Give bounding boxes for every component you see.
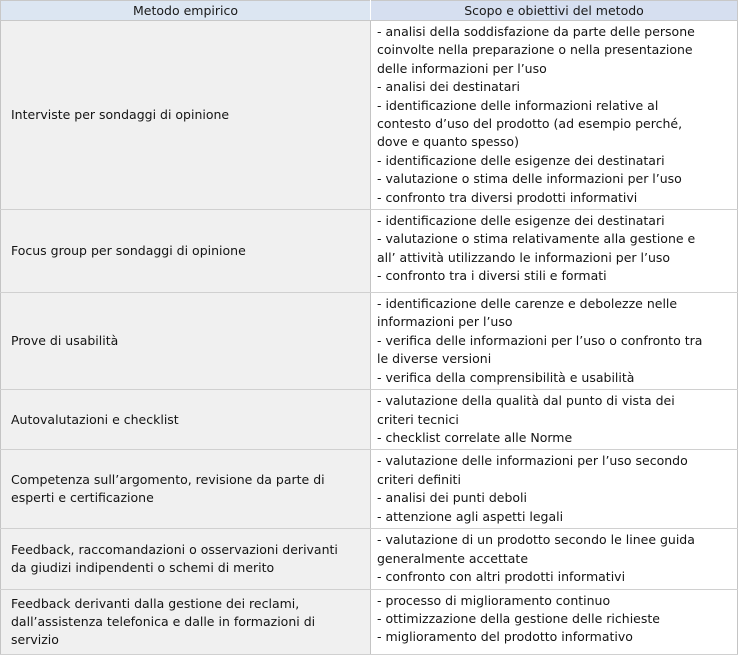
scope-line: delle informazioni per l’uso xyxy=(377,60,547,76)
scope-line: all’ attività utilizzando le informazioni per l’uso xyxy=(377,249,671,265)
cell-scopo-obiettivi xyxy=(371,210,738,293)
scope-line: - confronto con altri prodotti informativi xyxy=(377,569,626,585)
method-line: Interviste per sondaggi di opinione xyxy=(11,107,230,123)
table-row xyxy=(1,210,738,293)
table-row xyxy=(1,390,738,450)
scope-line: criteri definiti xyxy=(377,471,461,487)
scope-line: - identificazione delle carenze e debolezze nelle xyxy=(377,296,678,312)
scope-line: - valutazione o stima relativamente alla gestione e xyxy=(377,231,696,247)
scope-line: - confronto tra diversi prodotti informativi xyxy=(377,189,638,205)
scope-line: - identificazione delle esigenze dei destinatari xyxy=(377,152,665,168)
cell-scopo-obiettivi xyxy=(371,21,738,210)
scope-line: - valutazione o stima delle informazioni per l’uso xyxy=(377,171,682,187)
method-line: Focus group per sondaggi di opinione xyxy=(11,243,246,259)
method-line: Feedback derivanti dalla gestione dei reclami, xyxy=(11,595,300,611)
scope-line: - valutazione delle informazioni per l’uso secondo xyxy=(377,453,688,469)
cell-scopo-obiettivi xyxy=(371,589,738,654)
header-scopo-obiettivi: Scopo e obiettivi del metodo xyxy=(371,1,738,21)
scope-line: coinvolte nella preparazione o nella presentazione xyxy=(377,42,693,58)
cell-metodo-empirico xyxy=(1,21,371,210)
cell-metodo-empirico xyxy=(1,589,371,654)
scope-line: generalmente accettate xyxy=(377,550,529,566)
scope-line: - miglioramento del prodotto informativo xyxy=(377,629,633,645)
cell-scopo-obiettivi xyxy=(371,450,738,529)
scope-line: - analisi della soddisfazione da parte delle persone xyxy=(377,24,695,39)
method-line: dall’assistenza telefonica e dalle in formazioni di xyxy=(11,613,316,629)
cell-scopo-obiettivi xyxy=(371,390,738,450)
cell-metodo-empirico xyxy=(1,529,371,589)
table-row xyxy=(1,529,738,589)
scope-line: - valutazione di un prodotto secondo le linee guida xyxy=(377,532,695,548)
method-line: Feedback, raccomandazioni o osservazioni derivanti xyxy=(11,541,338,557)
scope-line: informazioni per l’uso xyxy=(377,314,513,330)
scope-line: dove e quanto spesso) xyxy=(377,134,519,150)
table-row xyxy=(1,21,738,210)
cell-scopo-obiettivi xyxy=(371,293,738,390)
scope-line: le diverse versioni xyxy=(377,351,492,367)
table-header xyxy=(1,1,738,21)
scope-line: - attenzione agli aspetti legali xyxy=(377,508,564,524)
scope-line: - identificazione delle informazioni relative al xyxy=(377,97,659,113)
method-line: Competenza sull’argomento, revisione da parte di xyxy=(11,472,325,488)
scope-line: - verifica della comprensibilità e usabilità xyxy=(377,369,635,385)
scope-line: - ottimizzazione della gestione delle richieste xyxy=(377,610,660,626)
method-line: da giudizi indipendenti o schemi di merito xyxy=(11,559,275,575)
table-body xyxy=(1,21,738,655)
scope-line: criteri tecnici xyxy=(377,411,459,427)
scope-line: - analisi dei punti deboli xyxy=(377,490,527,506)
method-line: Prove di usabilità xyxy=(11,333,119,349)
scope-line: - processo di miglioramento continuo xyxy=(377,592,611,608)
method-line: servizio xyxy=(11,631,59,647)
scope-line: - identificazione delle esigenze dei destinatari xyxy=(377,213,665,229)
scope-line: contesto d’uso del prodotto (ad esempio perché, xyxy=(377,116,683,132)
table-row xyxy=(1,450,738,529)
scope-line: - verifica delle informazioni per l’uso o confronto tra xyxy=(377,332,703,348)
cell-scopo-obiettivi xyxy=(371,529,738,589)
header-metodo-empirico: Metodo empirico xyxy=(1,1,371,21)
scope-line: - analisi dei destinatari xyxy=(377,79,520,95)
method-line: Autovalutazioni e checklist xyxy=(11,411,179,427)
cell-metodo-empirico xyxy=(1,450,371,529)
cell-metodo-empirico xyxy=(1,293,371,390)
method-line: esperti e certificazione xyxy=(11,490,154,506)
table-row xyxy=(1,293,738,390)
scope-line: - valutazione della qualità dal punto di vista dei xyxy=(377,393,675,409)
table-header-row xyxy=(1,1,738,21)
cell-metodo-empirico xyxy=(1,390,371,450)
scope-line: - checklist correlate alle Norme xyxy=(377,429,573,445)
table-row xyxy=(1,589,738,654)
cell-metodo-empirico xyxy=(1,210,371,293)
scope-line: - confronto tra i diversi stili e formati xyxy=(377,268,607,284)
